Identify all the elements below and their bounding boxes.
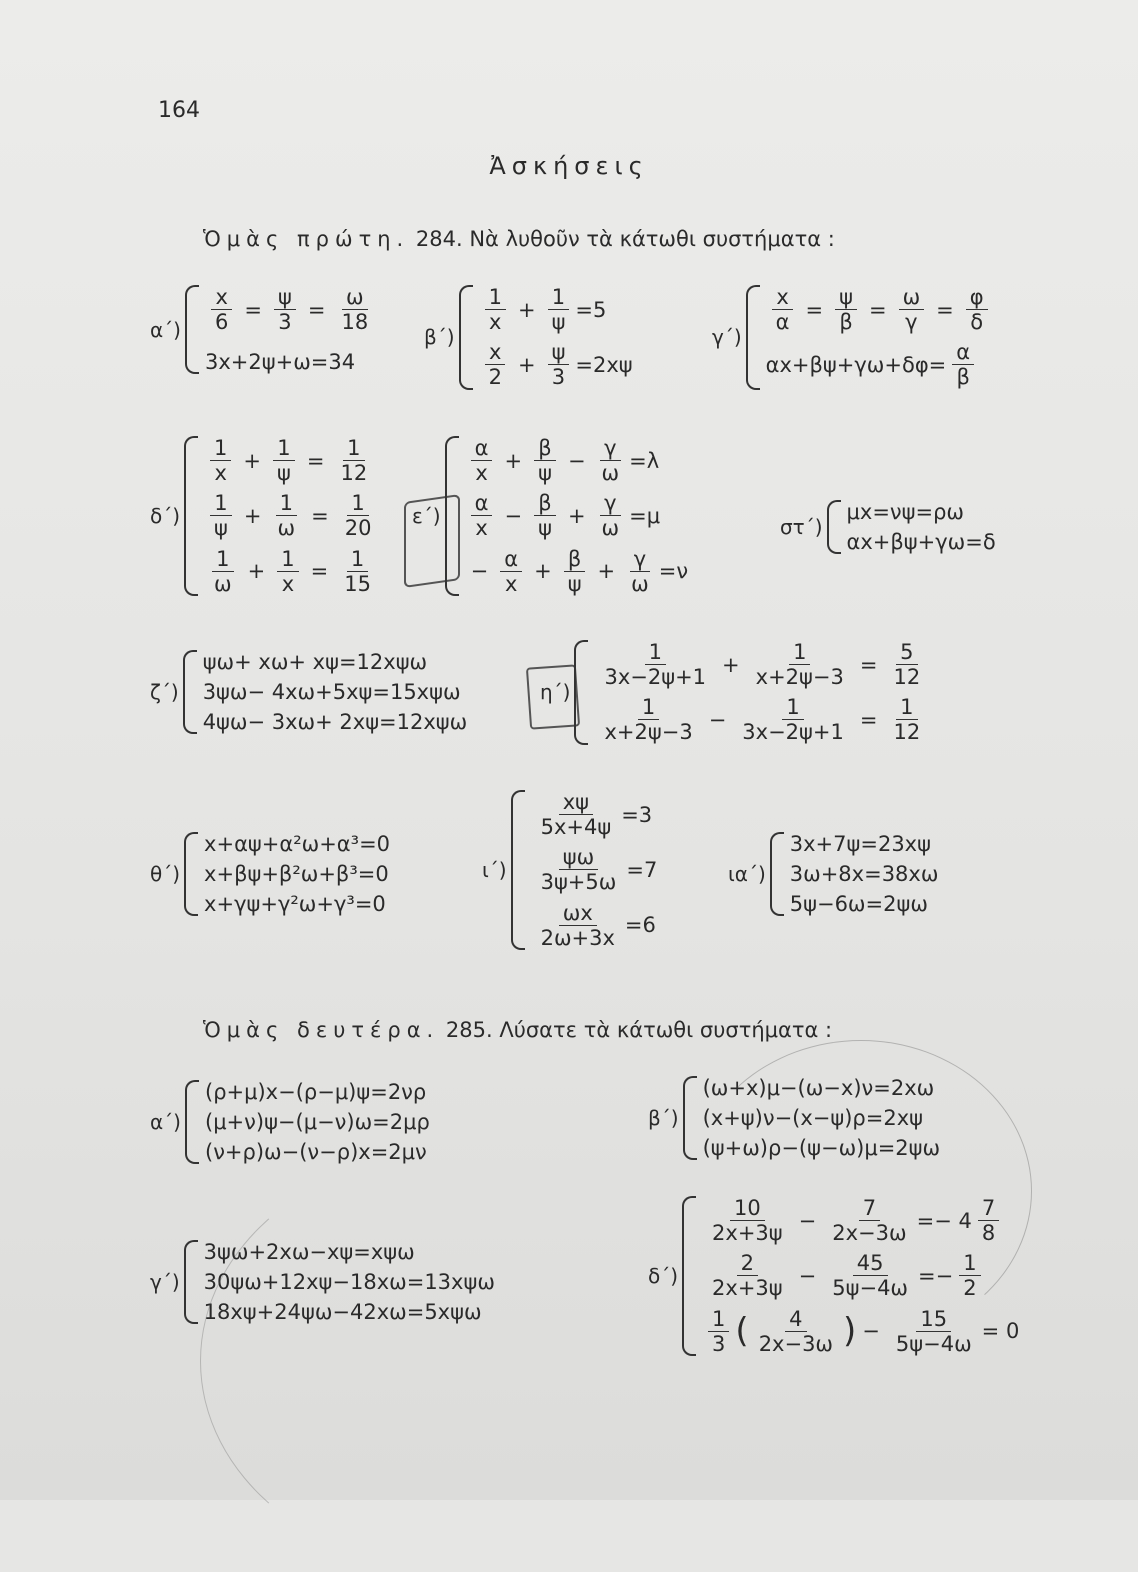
group-heading-1: Ὁμὰς πρώτη. 284. Νὰ λυθοῦν τὰ κάτωθι συστήματα : [203, 227, 835, 251]
system-285-a: α΄) (ρ+μ)x−(ρ−μ)ψ=2νρ (μ+ν)ψ−(μ−ν)ω=2μρ (ν+ρ)ω−(ν−ρ)x=2μν [150, 1080, 430, 1164]
pencil-mark [200, 1150, 722, 1572]
page-title: Ἀσκήσεις [489, 152, 649, 180]
page-number: 164 [158, 98, 200, 123]
system-284-a: α΄) $\frac{x}{6}$ = $\frac{\psi}{3}$ = $\frac{\omega}{18}$ 3x+2ψ+ω=34 [150, 285, 369, 375]
system-284-e: ε΄) $\frac{\alpha}{x}$ + $\frac{\beta}{\psi}$ − $\frac{\gamma}{\omega}$ =λ $\frac{\alpha}{x}$ − $\frac{\beta}{\psi}$ + $\frac{\gamma}{\omega}$ =μ − $\frac{\alpha}{x}$ + $\frac{\beta}{\psi}$ + $\frac{\gamma}{\omega}$ =ν [412, 436, 689, 596]
system-284-d: δ΄) $\frac{1}{x}$ + $\frac{1}{\psi}$ = $\frac{1}{12}$ $\frac{1}{\psi}$ + $\frac{1}{\omega}$ = $\frac{1}{20}$ $\frac{1}{\omega}$ + $\frac{1}{x}$ = $\frac{1}{15}$ [150, 436, 372, 596]
system-285-d: δ΄) $\frac{10}{2x+3\psi}$ − $\frac{7}{2x-3\omega}$ =− 4 $\frac{7}{8}$ $\frac{2}{2x+3\psi}$ − $\frac{45}{5\psi-4\omega}$ =− $\frac{1}{2}$ $\frac{1}{3}$ ( $\frac{4}{2x-3\omega}$ ) − $\frac{15}{5\psi-4\omega}$ = 0 [648, 1196, 1020, 1356]
system-285-b: β΄) (ω+x)μ−(ω−x)ν=2xω (x+ψ)ν−(x−ψ)ρ=2xψ (ψ+ω)ρ−(ψ−ω)μ=2ψω [648, 1076, 941, 1160]
system-285-c: γ΄) 3ψω+2xω−xψ=xψω 30ψω+12xψ−18xω=13xψω 18xψ+24ψω−42xω=5xψω [150, 1240, 495, 1324]
system-284-f: στ΄) μx=νψ=ρω αx+βψ+γω=δ [780, 500, 996, 554]
system-284-k: ια΄) 3x+7ψ=23xψ 3ω+8x=38xω 5ψ−6ω=2ψω [728, 832, 939, 916]
group-heading-2: Ὁμὰς δευτέρα. 285. Λύσατε τὰ κάτωθι συστήματα : [203, 1018, 833, 1042]
system-284-h: η΄) $\frac{1}{3x-2\psi+1}$ + $\frac{1}{x+2\psi-3}$ = $\frac{5}{12}$ $\frac{1}{x+2\psi-3}$ − $\frac{1}{3x-2\psi+1}$ = $\frac{1}{12}$ [540, 640, 921, 745]
system-284-b: β΄) $\frac{1}{x}$ + $\frac{1}{\psi}$ =5 $\frac{x}{2}$ + $\frac{\psi}{3}$ =2xψ [424, 285, 633, 390]
pencil-mark [690, 1040, 1032, 1342]
system-284-j: ι΄) $\frac{x\psi}{5x+4\psi}$ =3 $\frac{\psi\omega}{3\psi+5\omega}$ =7 $\frac{\omega x}{2\omega+3x}$ =6 [482, 790, 658, 950]
system-284-g: ζ΄) ψω+ xω+ xψ=12xψω 3ψω− 4xω+5xψ=15xψω 4ψω− 3xω+ 2xψ=12xψω [150, 650, 468, 734]
system-284-i: θ΄) x+αψ+α²ω+α³=0 x+βψ+β²ω+β³=0 x+γψ+γ²ω+γ³=0 [150, 832, 391, 916]
system-284-c: γ΄) $\frac{x}{\alpha}$ = $\frac{\psi}{\beta}$ = $\frac{\omega}{\gamma}$ = $\frac{\varphi}{\delta}$ αx+βψ+γω+δφ= $\frac{\alpha}{\beta}$ [712, 285, 994, 390]
